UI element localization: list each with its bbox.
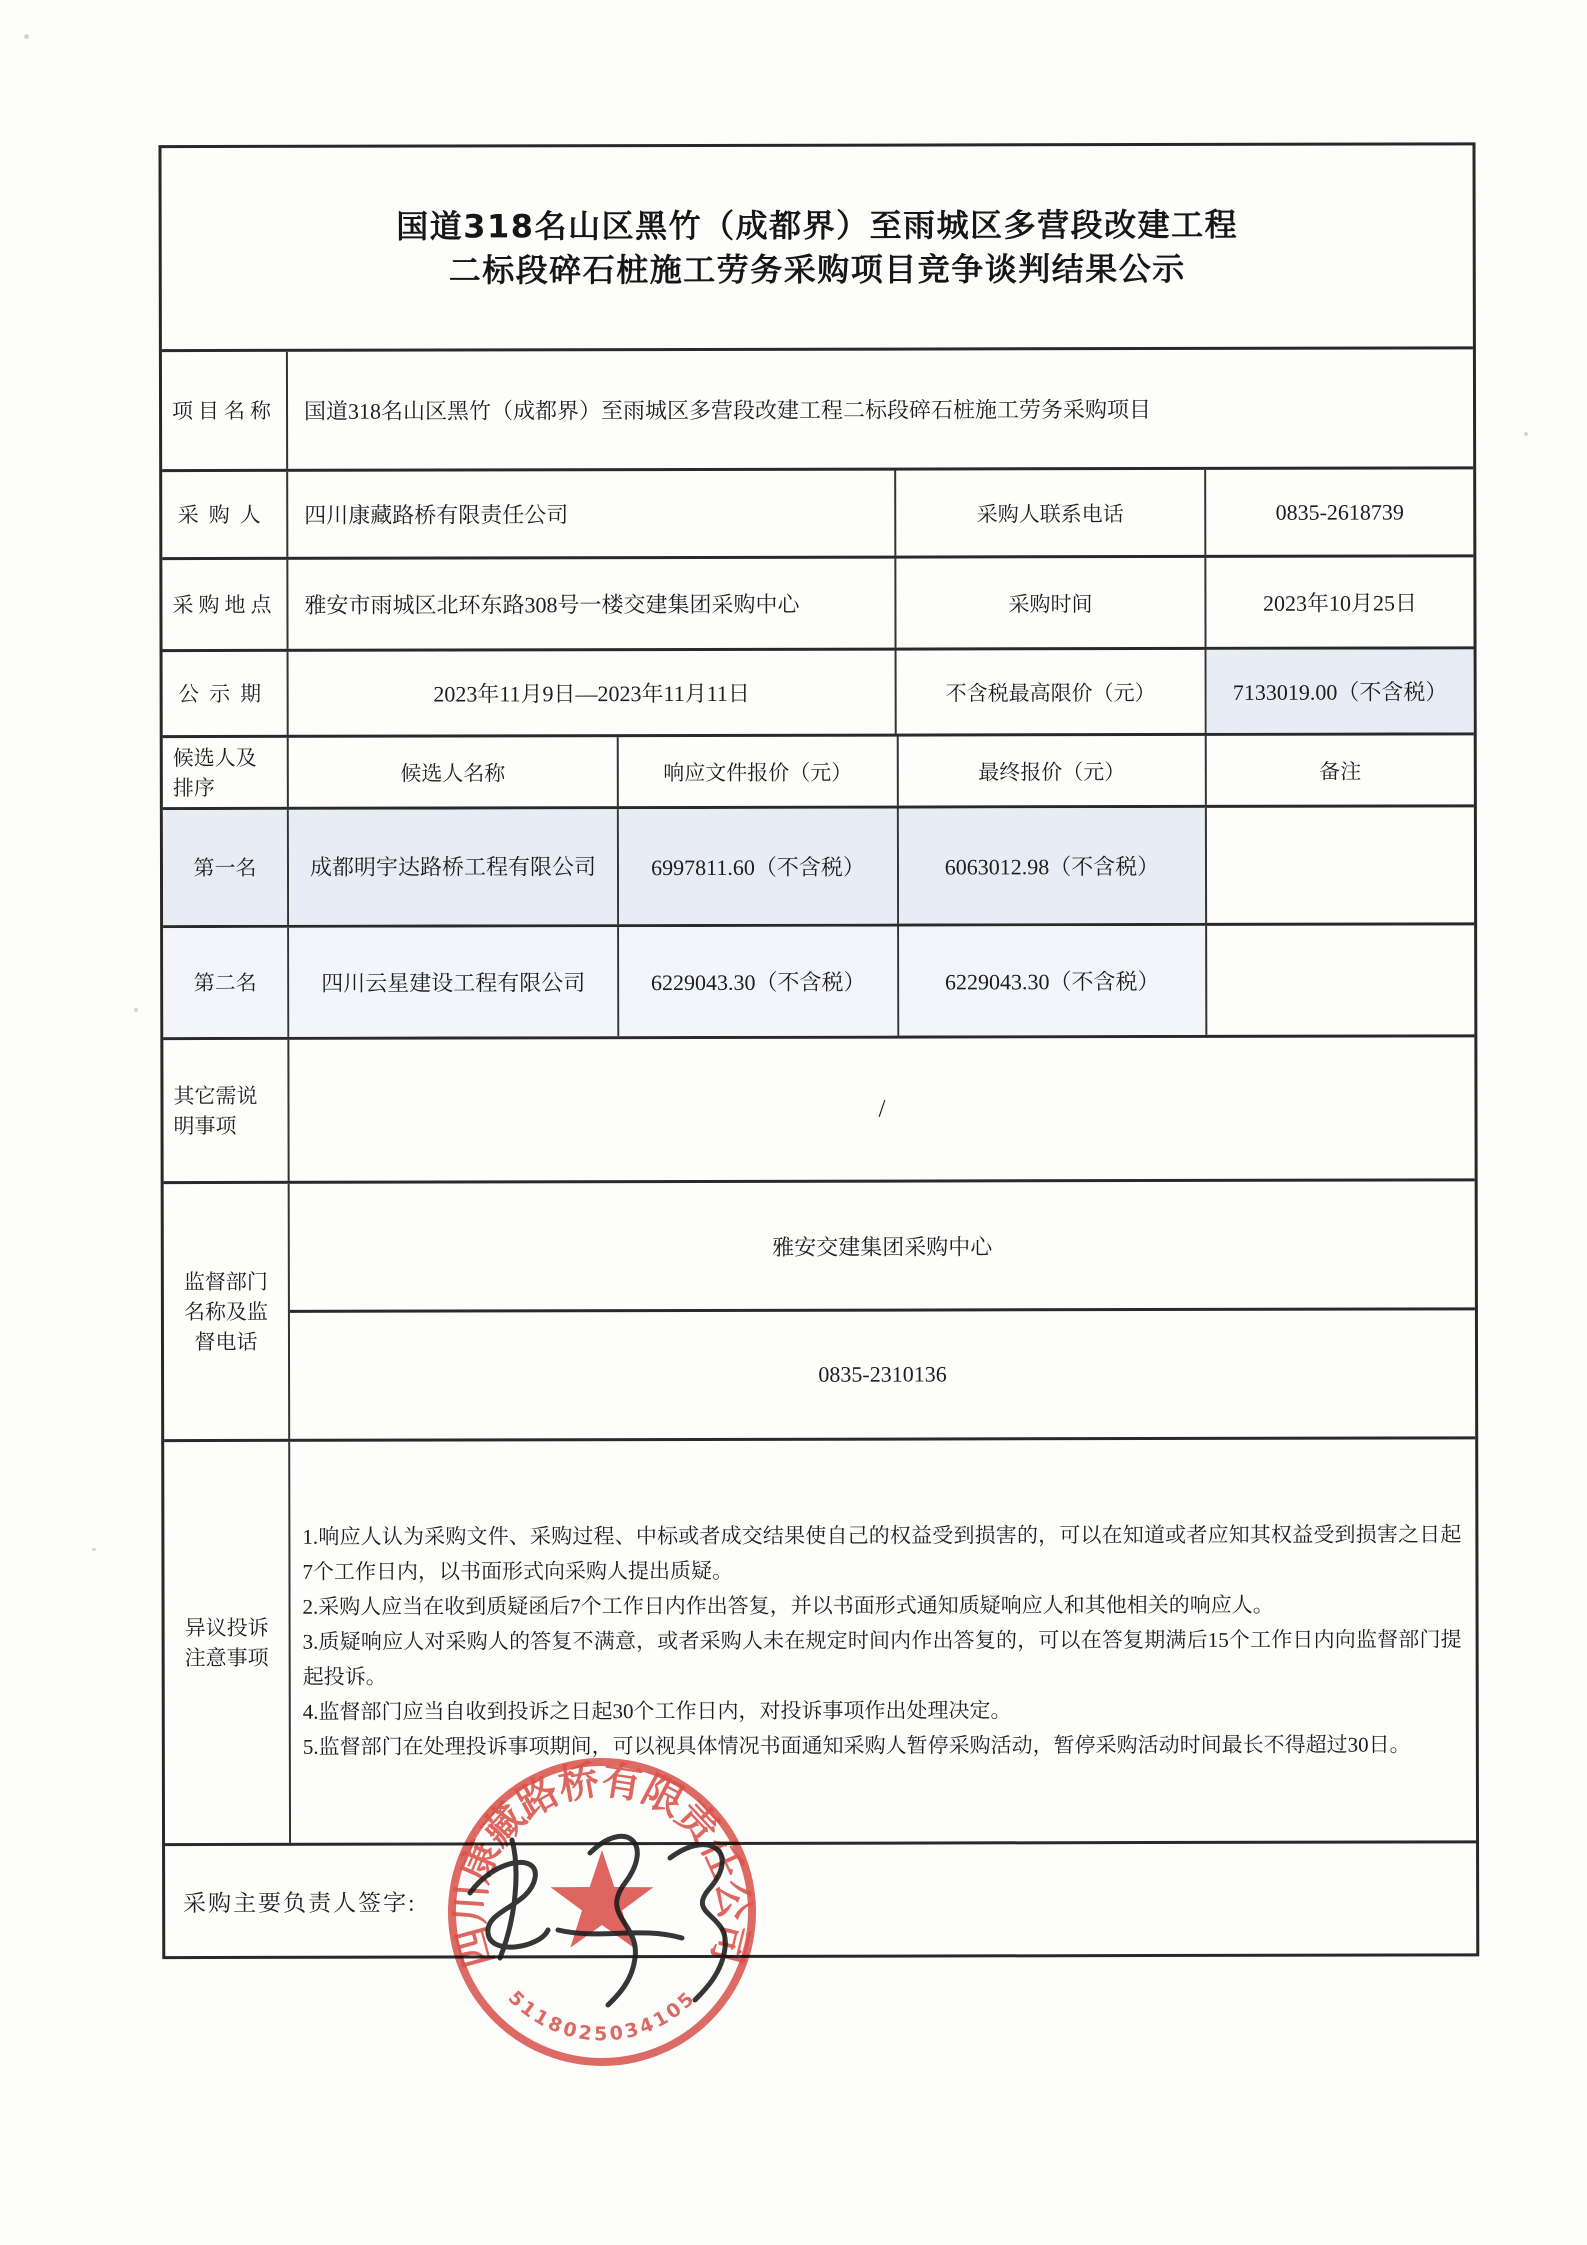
row-signature (165, 1843, 1476, 1956)
row-candidate-header (163, 735, 1474, 810)
location-label: 采购地点 (162, 560, 288, 649)
dispute-item-3: 3.质疑响应人对采购人的答复不满意，或者采购人未在规定时间内作出答复的，可以在答复期满后15个工作日内向监督部门提起投诉。 (302, 1627, 1462, 1689)
supervision-name: 雅安交建集团采购中心 (290, 1181, 1475, 1312)
candidate-2-name: 四川云星建设工程有限公司 (289, 927, 619, 1037)
col-header-final-price: 最终报价（元） (899, 736, 1207, 806)
candidate-2-rank: 第二名 (163, 928, 289, 1037)
table-row-candidate-2 (163, 925, 1474, 1040)
location-value: 雅安市雨城区北环东路308号一楼交建集团采购中心 (288, 559, 896, 649)
purchaser-phone-label: 采购人联系电话 (896, 470, 1206, 556)
signature-label: 采购主要负责人签字: (183, 1890, 417, 1916)
candidate-1-rank: 第一名 (163, 810, 289, 925)
scan-speck (24, 34, 29, 39)
seal-number-text: 5118025034105 (503, 1986, 699, 2046)
candidate-1-name: 成都明宇达路桥工程有限公司 (289, 809, 619, 925)
candidate-1-final-price: 6063012.98（不含税） (899, 808, 1207, 924)
candidate-2-remark (1207, 925, 1474, 1035)
dispute-item-2: 2.采购人应当在收到质疑函后7个工作日内作出答复，并以书面形式通知质疑响应人和其他相关的响应人。 (302, 1592, 1274, 1619)
project-name-value: 国道318名山区黑竹（成都界）至雨城区多营段改建工程二标段碎石桩施工劳务采购项目 (304, 397, 1152, 424)
candidate-1-remark (1207, 807, 1474, 923)
dispute-item-4: 4.监督部门应当自收到投诉之日起30个工作日内，对投诉事项作出处理决定。 (302, 1698, 1012, 1724)
announcement-table (158, 142, 1479, 1959)
candidate-2-final-price: 6229043.30（不含税） (899, 926, 1207, 1036)
max-price-label: 不含税最高限价（元） (897, 650, 1207, 734)
handwritten-signature (440, 1798, 820, 2013)
purchaser-phone-value: 0835-2618739 (1275, 498, 1404, 525)
scan-speck (92, 1548, 96, 1551)
dispute-item-1: 1.响应人认为采购文件、采购过程、中标或者成交结果使自己的权益受到损害的，可以在知道或者应知其权益受到损害之日起7个工作日内，以书面形式向采购人提出质疑。 (302, 1522, 1462, 1584)
other-notes-value: / (878, 1095, 886, 1123)
seal-company-text: 四川康藏路桥有限责任公司 (447, 1756, 758, 1973)
table-row-candidate-1 (163, 807, 1474, 928)
max-price-value: 7133019.00（不含税） (1207, 649, 1474, 733)
supervision-content (290, 1181, 1476, 1438)
purchaser-value: 四川康藏路桥有限责任公司 (288, 471, 896, 557)
dispute-label: 异议投诉注意事项 (164, 1442, 291, 1843)
row-purchaser (162, 469, 1473, 560)
col-header-remark: 备注 (1319, 759, 1362, 784)
other-notes-label: 其它需说明事项 (163, 1040, 289, 1181)
row-supervision (164, 1181, 1476, 1442)
project-name-label: 项目名称 (162, 352, 288, 469)
col-header-name: 候选人名称 (289, 737, 619, 807)
purchase-time-value: 2023年10月25日 (1262, 590, 1417, 616)
col-header-response-price: 响应文件报价（元） (619, 737, 899, 807)
row-other-notes (163, 1037, 1474, 1184)
row-publicity (163, 649, 1474, 738)
publicity-period-value: 2023年11月9日—2023年11月11日 (289, 651, 897, 735)
purchase-time-label: 采购时间 (896, 558, 1206, 648)
publicity-label: 公示期 (163, 652, 289, 735)
dispute-item-5: 5.监督部门在处理投诉事项期间，可以视具体情况书面通知采购人暂停采购活动，暂停采购活动时间最长不得超过30日。 (302, 1732, 1411, 1759)
scan-speck (134, 1008, 138, 1012)
supervision-label: 监督部门名称及监督电话 (164, 1184, 291, 1439)
title-line-2: 二标段碎石桩施工劳务采购项目竞争谈判结果公示 (448, 249, 1186, 289)
row-location (162, 557, 1473, 652)
document-title (161, 145, 1472, 352)
candidate-rank-label: 候选人及排序 (163, 738, 289, 807)
row-dispute-notice (164, 1439, 1476, 1846)
candidate-2-response-price: 6229043.30（不含税） (619, 927, 899, 1037)
supervision-phone: 0835-2310136 (818, 1361, 947, 1387)
row-project-name (162, 349, 1473, 472)
candidate-1-response-price: 6997811.60（不含税） (619, 809, 899, 925)
scan-speck (1524, 432, 1528, 436)
purchaser-label: 采购人 (162, 472, 288, 557)
title-line-1: 国道318名山区黑竹（成都界）至雨城区多营段改建工程 (396, 205, 1239, 246)
